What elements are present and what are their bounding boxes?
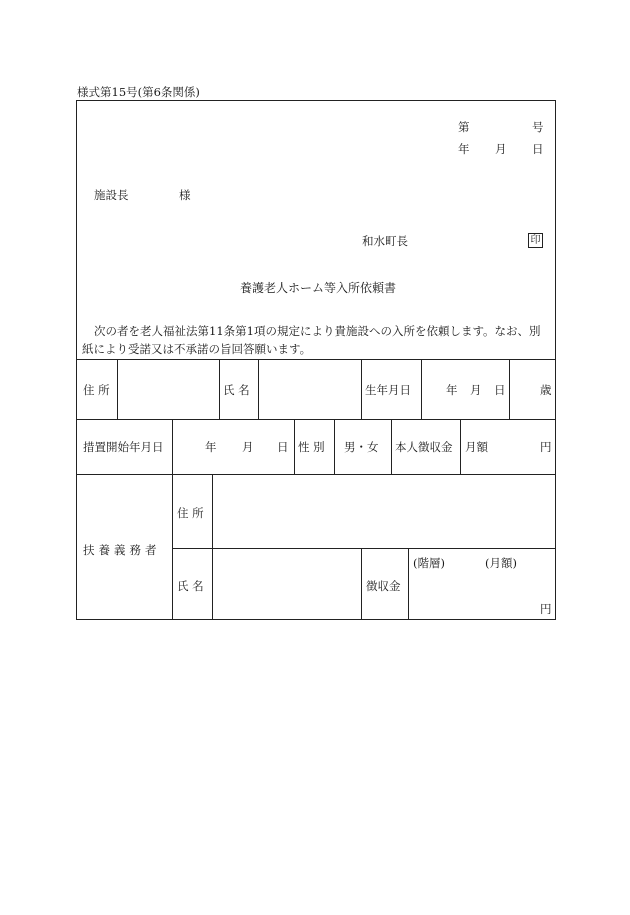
seal-mark: 印 [528,233,543,248]
supporter-vline-4 [408,548,409,620]
addressee-label: 施設長 [94,188,129,202]
number-go: 号 [532,120,544,134]
row1-vline-6 [509,359,510,419]
document-title: 養護老人ホーム等入所依頼書 [240,281,397,295]
start-year: 年 [205,440,217,454]
row2-vline-4 [391,419,392,474]
bracket-label: (階層) [413,556,445,570]
name-label: 氏 名 [223,383,250,397]
form-number: 様式第15号(第6条関係) [77,85,200,99]
supporter-monthly-label: (月額) [485,556,517,570]
row1-vline-3 [258,359,259,419]
supporter-yen: 円 [540,602,552,616]
row1-vline-1 [117,359,118,419]
start-month: 月 [242,440,254,454]
address-label: 住 所 [83,383,110,397]
supporter-vline-3 [361,548,362,620]
birth-month: 月 [470,383,482,397]
self-fee-label: 本人徴収金 [395,440,453,454]
form-box [76,100,556,620]
supporter-name-label: 氏 名 [177,579,204,593]
supporter-vline-2 [212,474,213,620]
date-day: 日 [532,142,544,156]
birth-day: 日 [494,383,506,397]
birth-year: 年 [446,383,458,397]
body-line-2: 紙により受諾又は不承諾の旨回答願います。 [82,342,312,356]
supporter-divider [172,548,555,549]
table-top-line [77,359,555,360]
row-divider-1 [77,419,555,420]
fee-yen: 円 [540,440,552,454]
supporter-vline-1 [172,474,173,620]
addressee-honorific: 様 [179,188,191,202]
birth-label: 生年月日 [365,383,411,397]
number-dai: 第 [458,120,470,134]
supporter-address-label: 住 所 [177,506,204,520]
row2-vline-3 [334,419,335,474]
supporter-label: 扶養義務者 [83,543,161,557]
age-unit: 歳 [540,383,552,397]
row1-vline-4 [361,359,362,419]
start-date-label: 措置開始年月日 [83,440,164,454]
monthly-label: 月額 [465,440,488,454]
sex-value: 男・女 [344,440,379,454]
row1-vline-2 [219,359,220,419]
row1-vline-5 [421,359,422,419]
start-day: 日 [277,440,289,454]
date-year: 年 [458,142,470,156]
row-divider-2 [77,474,555,475]
row2-vline-2 [294,419,295,474]
sender-title: 和水町長 [362,234,408,248]
date-month: 月 [495,142,507,156]
supporter-fee-label: 徴収金 [366,579,401,593]
row2-vline-5 [460,419,461,474]
row2-vline-1 [172,419,173,474]
sex-label: 性 別 [298,440,325,454]
body-line-1: 次の者を老人福祉法第11条第1項の規定により貴施設への入所を依頼します。なお、別 [94,324,541,338]
